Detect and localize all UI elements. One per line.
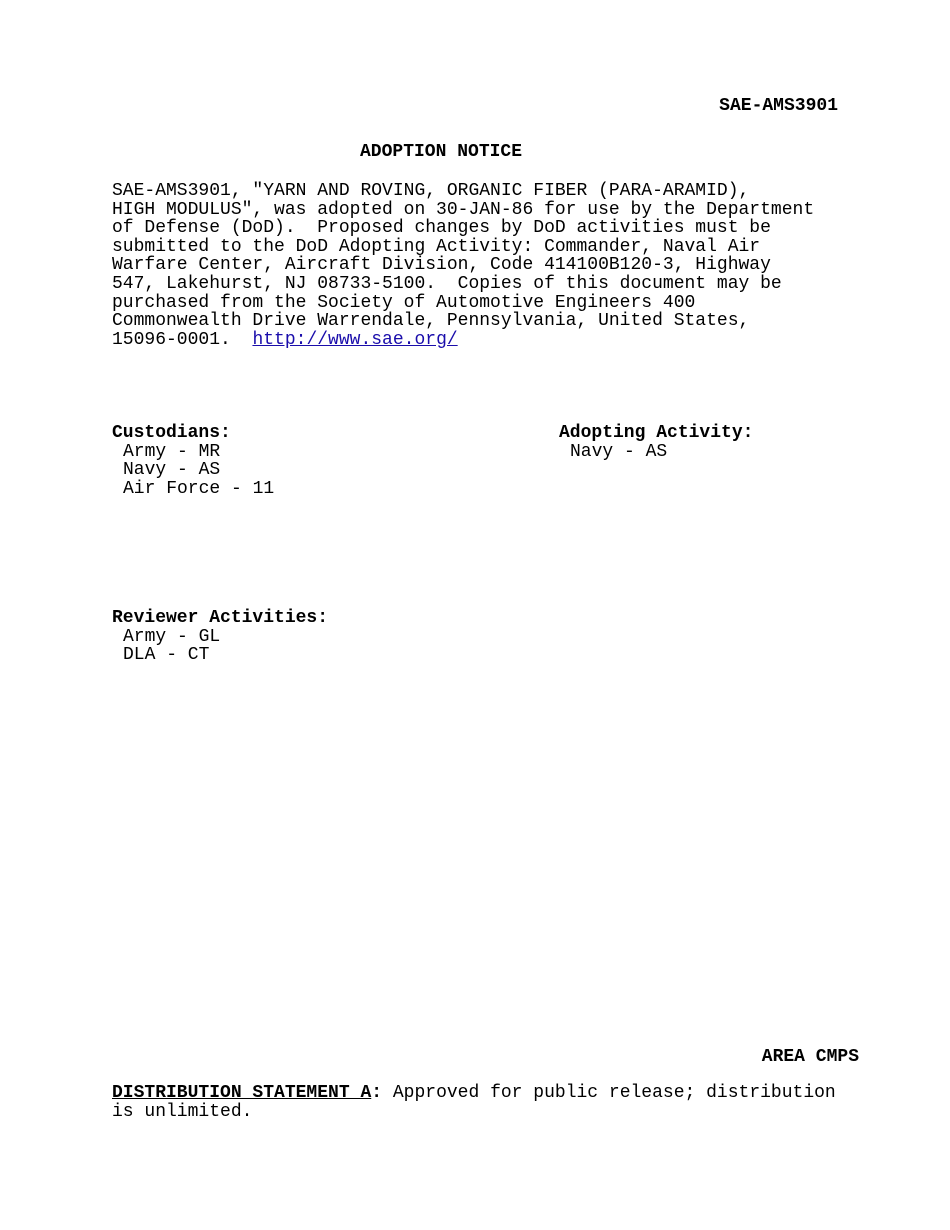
notice-line-last	[112, 331, 852, 350]
notice-line: 547, Lakehurst, NJ 08733-5100. Copies of this document may be	[112, 273, 782, 294]
distribution-statement	[112, 1084, 872, 1121]
reviewer-activities-heading: Reviewer Activities:	[112, 608, 329, 628]
notice-line: of Defense (DoD). Proposed changes by DoD activities must be	[112, 218, 771, 239]
distribution-label: DISTRIBUTION STATEMENT A	[112, 1083, 372, 1103]
custodian-item: Navy - AS	[123, 460, 221, 481]
page-title: ADOPTION NOTICE	[360, 142, 523, 162]
reviewer-activity-item: DLA - CT	[123, 645, 210, 666]
custodians-section	[112, 424, 274, 498]
distribution-text: Approved for public release; distribution	[382, 1083, 836, 1103]
custodian-item: Air Force - 11	[123, 478, 275, 499]
distribution-colon: :	[371, 1083, 383, 1103]
reviewer-activity-item: Army - GL	[123, 626, 221, 647]
custodian-item: Army - MR	[123, 441, 221, 462]
notice-line: submitted to the DoD Adopting Activity: Commander, Naval Air	[112, 236, 761, 257]
adopting-activity-section	[559, 424, 753, 461]
document-id: SAE-AMS3901	[719, 96, 838, 116]
notice-line: Commonwealth Drive Warrendale, Pennsylvania, United States,	[112, 311, 750, 332]
notice-line: SAE-AMS3901, "YARN AND ROVING, ORGANIC FIBER (PARA-ARAMID),	[112, 181, 750, 201]
adopting-activity-heading: Adopting Activity:	[559, 423, 754, 443]
notice-line: HIGH MODULUS", was adopted on 30-JAN-86 for use by the Department	[112, 199, 815, 220]
notice-line: purchased from the Society of Automotive Engineers 400	[112, 292, 696, 313]
zip-code-text: 15096-0001.	[112, 329, 253, 350]
distribution-line-2: is unlimited.	[112, 1101, 253, 1122]
distribution-line-1	[112, 1084, 872, 1103]
adopting-activity-item: Navy - AS	[570, 441, 668, 462]
sae-website-link[interactable]: http://www.sae.org/	[252, 329, 458, 350]
notice-line: Warfare Center, Aircraft Division, Code 414100B120-3, Highway	[112, 255, 771, 276]
adoption-notice-paragraph	[112, 182, 852, 349]
reviewer-activities-section	[112, 609, 328, 665]
custodians-heading: Custodians:	[112, 423, 231, 443]
area-code: AREA CMPS	[761, 1047, 859, 1067]
